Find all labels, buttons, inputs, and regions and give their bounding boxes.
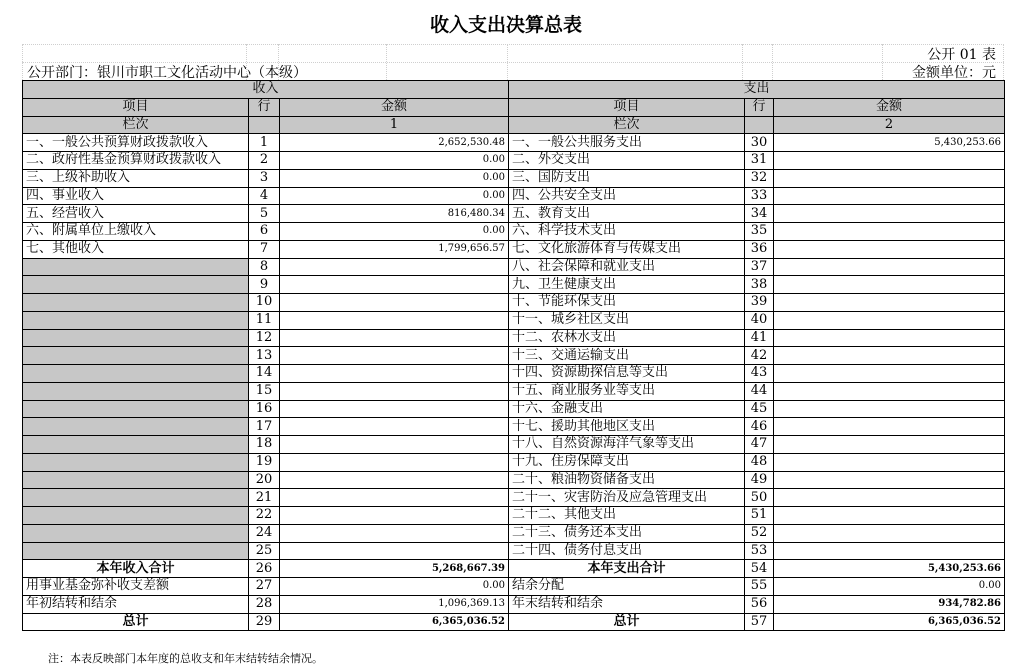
income-line-header: 行 bbox=[249, 98, 280, 116]
expense-total-line: 55 bbox=[745, 578, 774, 596]
income-amount bbox=[280, 524, 509, 542]
income-line-number: 3 bbox=[249, 169, 280, 187]
expense-item: 十、节能环保支出 bbox=[509, 294, 745, 312]
income-item: 二、政府性基金预算财政拨款收入 bbox=[23, 152, 249, 170]
income-line-number: 8 bbox=[249, 258, 280, 276]
income-item bbox=[23, 436, 249, 454]
expense-item: 十五、商业服务业等支出 bbox=[509, 382, 745, 400]
expense-line-number: 31 bbox=[745, 152, 774, 170]
expense-line-number: 41 bbox=[745, 329, 774, 347]
expense-item: 五、教育支出 bbox=[509, 205, 745, 223]
income-line-number: 21 bbox=[249, 489, 280, 507]
expense-amount bbox=[774, 187, 1005, 205]
expense-item: 七、文化旅游体育与传媒支出 bbox=[509, 240, 745, 258]
expense-item: 三、国防支出 bbox=[509, 169, 745, 187]
expense-item: 一、一般公共服务支出 bbox=[509, 134, 745, 152]
expense-total-amount: 0.00 bbox=[774, 578, 1005, 596]
expense-line-number: 33 bbox=[745, 187, 774, 205]
report-title: 收入支出决算总表 bbox=[429, 14, 582, 36]
income-item bbox=[23, 489, 249, 507]
expense-amount bbox=[774, 365, 1005, 383]
table-row bbox=[23, 524, 1005, 542]
table-row bbox=[23, 471, 1005, 489]
expense-amount bbox=[774, 436, 1005, 454]
expense-amount bbox=[774, 329, 1005, 347]
expense-item-header: 项目 bbox=[509, 98, 745, 116]
expense-item: 二十、粮油物资储备支出 bbox=[509, 471, 745, 489]
income-line-number: 14 bbox=[249, 365, 280, 383]
income-item bbox=[23, 542, 249, 560]
expense-item: 四、公共安全支出 bbox=[509, 187, 745, 205]
expense-amount bbox=[774, 205, 1005, 223]
expense-line-number: 39 bbox=[745, 294, 774, 312]
income-total-item: 本年收入合计 bbox=[23, 560, 249, 578]
income-line-number: 19 bbox=[249, 453, 280, 471]
income-amount bbox=[280, 471, 509, 489]
expense-amount: 5,430,253.66 bbox=[774, 134, 1005, 152]
expense-line-number: 35 bbox=[745, 223, 774, 241]
income-line-number: 25 bbox=[249, 542, 280, 560]
table-row bbox=[23, 223, 1005, 241]
expense-line-number: 52 bbox=[745, 524, 774, 542]
expense-amount-header: 金额 bbox=[774, 98, 1005, 116]
income-total-line: 26 bbox=[249, 560, 280, 578]
expense-total-item: 结余分配 bbox=[509, 578, 745, 596]
income-amount bbox=[280, 347, 509, 365]
expense-item: 十九、住房保障支出 bbox=[509, 453, 745, 471]
expense-amount bbox=[774, 453, 1005, 471]
expense-item: 二十三、债务还本支出 bbox=[509, 524, 745, 542]
total-row bbox=[23, 560, 1005, 578]
table-row bbox=[23, 347, 1005, 365]
income-item bbox=[23, 329, 249, 347]
income-line-number: 20 bbox=[249, 471, 280, 489]
income-item: 四、事业收入 bbox=[23, 187, 249, 205]
expense-total-item: 年末结转和结余 bbox=[509, 595, 745, 613]
expense-total-item: 本年支出合计 bbox=[509, 560, 745, 578]
expense-amount bbox=[774, 169, 1005, 187]
column-number-row bbox=[23, 116, 1005, 134]
income-item: 一、一般公共预算财政拨款收入 bbox=[23, 134, 249, 152]
expense-amount bbox=[774, 258, 1005, 276]
income-total-line: 29 bbox=[249, 613, 280, 631]
expense-line-number: 37 bbox=[745, 258, 774, 276]
expense-line-number: 45 bbox=[745, 400, 774, 418]
table-row bbox=[23, 329, 1005, 347]
income-item bbox=[23, 507, 249, 525]
footnote: 注：本表反映部门本年度的总收支和年末结转结余情况。 bbox=[48, 652, 323, 665]
table-row bbox=[23, 205, 1005, 223]
expense-line-number: 44 bbox=[745, 382, 774, 400]
form-number: 公开 01 表 bbox=[927, 47, 996, 63]
expense-amount bbox=[774, 507, 1005, 525]
table-row bbox=[23, 152, 1005, 170]
income-line-number: 9 bbox=[249, 276, 280, 294]
income-amount: 0.00 bbox=[280, 187, 509, 205]
expense-item: 十四、资源勘探信息等支出 bbox=[509, 365, 745, 383]
income-line-number: 13 bbox=[249, 347, 280, 365]
total-row bbox=[23, 578, 1005, 596]
expense-item: 六、科学技术支出 bbox=[509, 223, 745, 241]
expense-amount bbox=[774, 489, 1005, 507]
income-item bbox=[23, 365, 249, 383]
income-amount: 0.00 bbox=[280, 169, 509, 187]
income-line-number: 17 bbox=[249, 418, 280, 436]
table-row bbox=[23, 418, 1005, 436]
income-item bbox=[23, 400, 249, 418]
income-amount bbox=[280, 329, 509, 347]
income-amount bbox=[280, 507, 509, 525]
income-amount bbox=[280, 453, 509, 471]
expense-amount bbox=[774, 347, 1005, 365]
expense-item: 二十二、其他支出 bbox=[509, 507, 745, 525]
income-total-item: 年初结转和结余 bbox=[23, 595, 249, 613]
expense-line-number: 36 bbox=[745, 240, 774, 258]
income-amount bbox=[280, 489, 509, 507]
income-amount bbox=[280, 418, 509, 436]
total-row bbox=[23, 613, 1005, 631]
expense-total-line: 57 bbox=[745, 613, 774, 631]
expense-amount bbox=[774, 152, 1005, 170]
expense-amount bbox=[774, 311, 1005, 329]
income-line-number: 12 bbox=[249, 329, 280, 347]
income-total-amount: 1,096,369.13 bbox=[280, 595, 509, 613]
expense-line-number: 53 bbox=[745, 542, 774, 560]
expense-amount bbox=[774, 382, 1005, 400]
income-total-line: 28 bbox=[249, 595, 280, 613]
income-amount bbox=[280, 365, 509, 383]
expense-line-number: 51 bbox=[745, 507, 774, 525]
income-line-number: 6 bbox=[249, 223, 280, 241]
expense-line-number: 38 bbox=[745, 276, 774, 294]
income-line-number: 10 bbox=[249, 294, 280, 312]
income-amount: 1,799,656.57 bbox=[280, 240, 509, 258]
income-total-amount: 6,365,036.52 bbox=[280, 613, 509, 631]
expense-amount bbox=[774, 542, 1005, 560]
table-row bbox=[23, 187, 1005, 205]
expense-total-amount: 6,365,036.52 bbox=[774, 613, 1005, 631]
income-item: 三、上级补助收入 bbox=[23, 169, 249, 187]
table-row bbox=[23, 542, 1005, 560]
income-amount-header: 金额 bbox=[280, 98, 509, 116]
income-line-number: 2 bbox=[249, 152, 280, 170]
table-row bbox=[23, 240, 1005, 258]
income-item: 六、附属单位上缴收入 bbox=[23, 223, 249, 241]
expense-total-line: 54 bbox=[745, 560, 774, 578]
expense-line-number: 34 bbox=[745, 205, 774, 223]
table-row bbox=[23, 453, 1005, 471]
expense-amount bbox=[774, 294, 1005, 312]
department-label: 公开部门：银川市职工文化活动中心（本级） bbox=[27, 65, 307, 81]
expense-item: 十八、自然资源海洋气象等支出 bbox=[509, 436, 745, 454]
amount-unit-label: 金额单位：元 bbox=[912, 65, 996, 81]
income-item-header: 项目 bbox=[23, 98, 249, 116]
income-total-amount: 0.00 bbox=[280, 578, 509, 596]
expense-amount bbox=[774, 240, 1005, 258]
total-row bbox=[23, 595, 1005, 613]
table-row bbox=[23, 134, 1005, 152]
income-line-number: 16 bbox=[249, 400, 280, 418]
expense-item: 十一、城乡社区支出 bbox=[509, 311, 745, 329]
expense-item: 十二、农林水支出 bbox=[509, 329, 745, 347]
income-total-amount: 5,268,667.39 bbox=[280, 560, 509, 578]
income-line-number: 1 bbox=[249, 134, 280, 152]
table-row bbox=[23, 258, 1005, 276]
income-item: 七、其他收入 bbox=[23, 240, 249, 258]
income-total-item: 总计 bbox=[23, 613, 249, 631]
table-row bbox=[23, 169, 1005, 187]
expense-line-number: 48 bbox=[745, 453, 774, 471]
expense-line-number: 32 bbox=[745, 169, 774, 187]
income-item bbox=[23, 471, 249, 489]
expense-line-number: 49 bbox=[745, 471, 774, 489]
income-item bbox=[23, 347, 249, 365]
income-column-number: 1 bbox=[280, 116, 509, 134]
expense-column-label: 栏次 bbox=[509, 116, 745, 134]
income-expense-table bbox=[22, 80, 1005, 631]
expense-line-header: 行 bbox=[745, 98, 774, 116]
expense-item: 十六、金融支出 bbox=[509, 400, 745, 418]
expense-item: 二、外交支出 bbox=[509, 152, 745, 170]
expense-column-number: 2 bbox=[774, 116, 1005, 134]
income-line-number: 7 bbox=[249, 240, 280, 258]
expense-amount bbox=[774, 223, 1005, 241]
expense-amount bbox=[774, 471, 1005, 489]
income-item bbox=[23, 258, 249, 276]
expense-total-line: 56 bbox=[745, 595, 774, 613]
income-header: 收入 bbox=[23, 81, 509, 99]
expense-total-item: 总计 bbox=[509, 613, 745, 631]
expense-item: 二十四、债务付息支出 bbox=[509, 542, 745, 560]
income-amount bbox=[280, 276, 509, 294]
income-amount bbox=[280, 311, 509, 329]
expense-line-number: 46 bbox=[745, 418, 774, 436]
income-total-line: 27 bbox=[249, 578, 280, 596]
table-row bbox=[23, 507, 1005, 525]
income-column-label: 栏次 bbox=[23, 116, 249, 134]
expense-total-amount: 934,782.86 bbox=[774, 595, 1005, 613]
table-row bbox=[23, 311, 1005, 329]
income-amount bbox=[280, 436, 509, 454]
expense-amount bbox=[774, 418, 1005, 436]
expense-item: 二十一、灾害防治及应急管理支出 bbox=[509, 489, 745, 507]
expense-item: 十三、交通运输支出 bbox=[509, 347, 745, 365]
expense-total-amount: 5,430,253.66 bbox=[774, 560, 1005, 578]
expense-amount bbox=[774, 400, 1005, 418]
expense-amount bbox=[774, 524, 1005, 542]
table-row bbox=[23, 365, 1005, 383]
table-row bbox=[23, 436, 1005, 454]
income-line-number: 4 bbox=[249, 187, 280, 205]
income-item bbox=[23, 276, 249, 294]
expense-header: 支出 bbox=[509, 81, 1005, 99]
income-item bbox=[23, 453, 249, 471]
income-line-number: 24 bbox=[249, 524, 280, 542]
income-amount: 0.00 bbox=[280, 152, 509, 170]
income-item: 五、经营收入 bbox=[23, 205, 249, 223]
expense-line-number: 42 bbox=[745, 347, 774, 365]
income-line-number: 18 bbox=[249, 436, 280, 454]
table-row bbox=[23, 382, 1005, 400]
table-row bbox=[23, 294, 1005, 312]
income-line-blank bbox=[249, 116, 280, 134]
expense-line-blank bbox=[745, 116, 774, 134]
expense-line-number: 50 bbox=[745, 489, 774, 507]
expense-item: 十七、援助其他地区支出 bbox=[509, 418, 745, 436]
income-amount bbox=[280, 382, 509, 400]
income-item bbox=[23, 382, 249, 400]
income-line-number: 15 bbox=[249, 382, 280, 400]
income-amount: 0.00 bbox=[280, 223, 509, 241]
income-amount bbox=[280, 258, 509, 276]
income-amount bbox=[280, 542, 509, 560]
income-amount bbox=[280, 294, 509, 312]
income-line-number: 5 bbox=[249, 205, 280, 223]
expense-item: 九、卫生健康支出 bbox=[509, 276, 745, 294]
table-row bbox=[23, 400, 1005, 418]
table-row bbox=[23, 276, 1005, 294]
expense-line-number: 30 bbox=[745, 134, 774, 152]
income-item bbox=[23, 311, 249, 329]
income-amount: 2,652,530.48 bbox=[280, 134, 509, 152]
table-row bbox=[23, 489, 1005, 507]
expense-line-number: 43 bbox=[745, 365, 774, 383]
income-item bbox=[23, 294, 249, 312]
column-header-row bbox=[23, 98, 1005, 116]
expense-line-number: 40 bbox=[745, 311, 774, 329]
income-line-number: 22 bbox=[249, 507, 280, 525]
income-amount bbox=[280, 400, 509, 418]
income-item bbox=[23, 418, 249, 436]
income-line-number: 11 bbox=[249, 311, 280, 329]
expense-line-number: 47 bbox=[745, 436, 774, 454]
income-item bbox=[23, 524, 249, 542]
section-header-row bbox=[23, 81, 1005, 99]
expense-item: 八、社会保障和就业支出 bbox=[509, 258, 745, 276]
expense-amount bbox=[774, 276, 1005, 294]
income-amount: 816,480.34 bbox=[280, 205, 509, 223]
income-total-item: 用事业基金弥补收支差额 bbox=[23, 578, 249, 596]
